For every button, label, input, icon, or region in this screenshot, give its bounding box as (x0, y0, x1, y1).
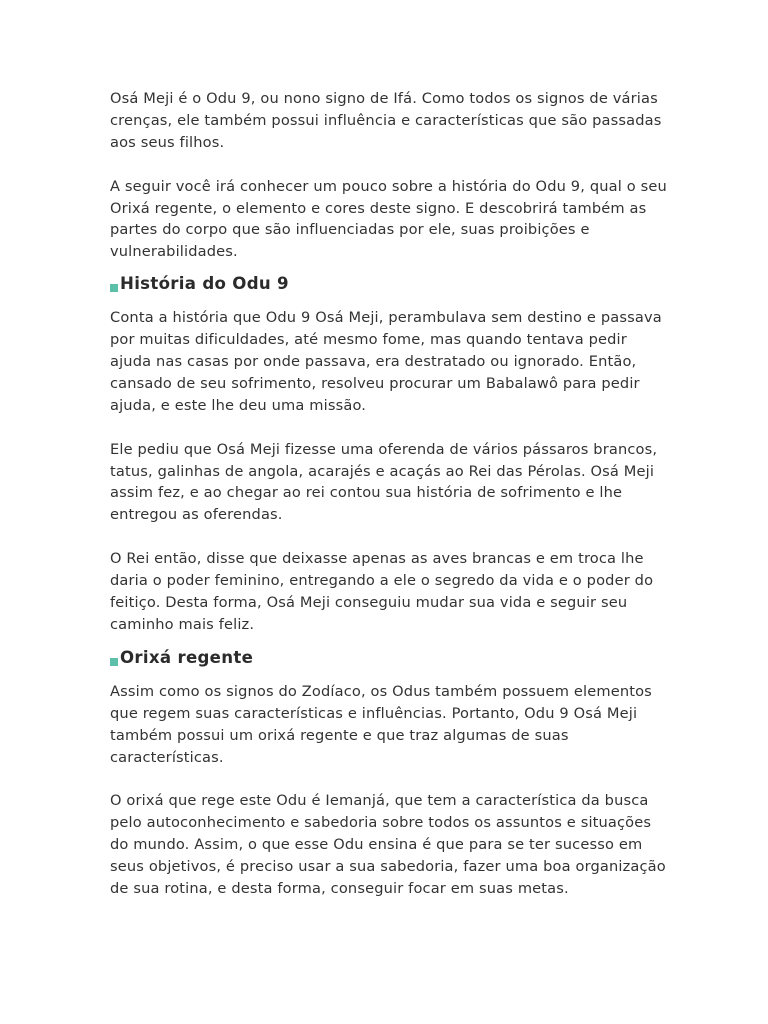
section-heading-historia (110, 273, 670, 295)
orixa-paragraph-1: Assim como os signos do Zodíaco, os Odus também possuem elementos que regem suas características e influências. Portanto, Odu 9 Osá Meji também possui um orixá regente e que traz algumas de suas características. (110, 682, 652, 766)
square-bullet-icon (110, 284, 118, 292)
section-heading-historia-text: História do Odu 9 (120, 274, 289, 294)
square-bullet-icon (110, 658, 118, 666)
document-body (110, 88, 670, 900)
historia-paragraph-1: Conta a história que Odu 9 Osá Meji, perambulava sem destino e passava por muitas dificuldades, até mesmo fome, mas quando tentava pedir ajuda nas casas por onde passava, era destratado ou ignorado. Então, cansado de seu sofrimento, resolveu procurar um Babalawô para pedir ajuda, e este lhe deu uma missão. (110, 309, 662, 414)
historia-paragraph-2: Ele pediu que Osá Meji fizesse uma oferenda de vários pássaros brancos, tatus, galinhas de angola, acarajés e acaçás ao Rei das Pérolas. Osá Meji assim fez, e ao chegar ao rei contou sua história de sofrimento e lhe entregou as oferendas. (110, 440, 658, 524)
historia-paragraph-3: O Rei então, disse que deixasse apenas as aves brancas e em troca lhe daria o poder feminino, entregando a ele o segredo da vida e o poder do feitiço. Desta forma, Osá Meji conseguiu mudar sua vida e seguir seu caminho mais feliz. (110, 550, 654, 633)
section-heading-orixa-text: Orixá regente (120, 647, 254, 667)
section-heading-orixa (110, 647, 670, 669)
orixa-paragraph-2: O orixá que rege este Odu é Iemanjá, que tem a característica da busca pelo autoconhecimento e sabedoria sobre todos os assuntos e situações do mundo. Assim, o que esse Odu ensina é que para se ter sucesso em seus objetivos, é preciso usar a sua sabedoria, fazer uma boa organização de sua rotina, e desta forma, conseguir focar em suas metas. (110, 792, 666, 897)
intro-paragraph-1: Osá Meji é o Odu 9, ou nono signo de Ifá. Como todos os signos de várias crenças, ele também possui influência e características que são passadas aos seus filhos. (110, 90, 662, 151)
intro-paragraph-2: A seguir você irá conhecer um pouco sobre a história do Odu 9, qual o seu Orixá regente, o elemento e cores deste signo. E descobrirá também as partes do corpo que são influenciadas por ele, suas proibições e vulnerabilidades. (110, 177, 667, 261)
